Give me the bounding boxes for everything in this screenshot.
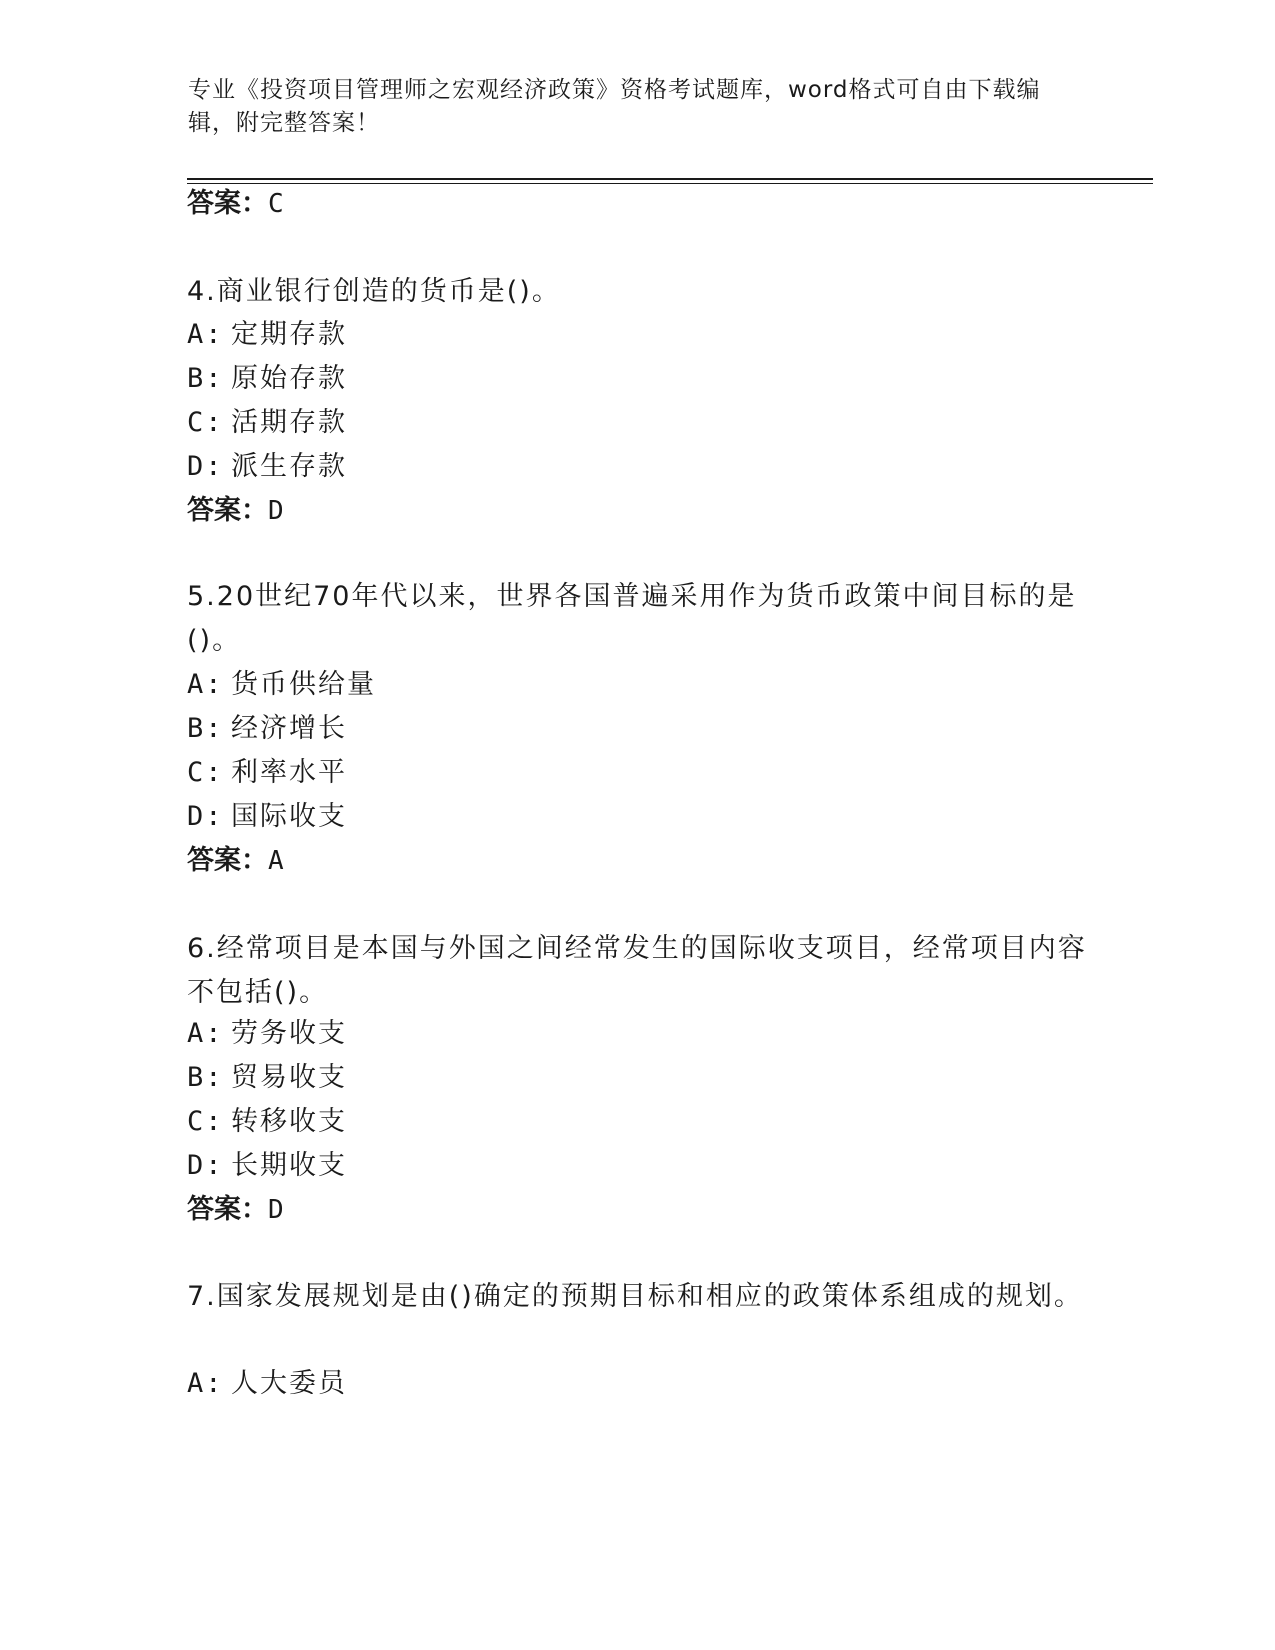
answer-line xyxy=(187,187,284,221)
option-item xyxy=(187,800,347,834)
option-letter: B: xyxy=(187,713,224,744)
option-item xyxy=(187,668,376,702)
answer-value: C xyxy=(268,189,284,219)
answer-label: 答案： xyxy=(187,495,268,526)
answer-label: 答案： xyxy=(187,188,268,219)
header-rule-thick xyxy=(187,178,1153,180)
option-letter: C: xyxy=(187,1106,224,1137)
option-item xyxy=(187,712,347,746)
question-text: 6.经常项目是本国与外国之间经常发生的国际收支项目，经常项目内容不包括()。 xyxy=(187,933,1087,1008)
document-header: 专业《投资项目管理师之宏观经济政策》资格考试题库，word格式可自由下载编辑，附完整答案！ xyxy=(188,77,1041,136)
option-item xyxy=(187,406,347,440)
answer-label: 答案： xyxy=(187,1194,268,1225)
answer-line xyxy=(187,494,284,528)
option-text: 活期存款 xyxy=(231,407,347,438)
option-item xyxy=(187,318,347,352)
option-text: 人大委员 xyxy=(231,1368,347,1399)
option-text: 劳务收支 xyxy=(231,1018,347,1049)
answer-value: A xyxy=(268,846,284,876)
option-text: 长期收支 xyxy=(231,1150,347,1181)
option-letter: D: xyxy=(187,451,224,482)
option-item xyxy=(187,450,347,484)
option-item xyxy=(187,1367,347,1401)
option-text: 原始存款 xyxy=(231,363,347,394)
option-item xyxy=(187,1017,347,1051)
option-text: 转移收支 xyxy=(231,1106,347,1137)
option-letter: A: xyxy=(187,319,224,350)
answer-value: D xyxy=(268,496,284,526)
option-text: 经济增长 xyxy=(231,713,347,744)
option-item xyxy=(187,756,347,790)
option-item xyxy=(187,1105,347,1139)
header-rule-thin xyxy=(187,183,1153,184)
option-text: 派生存款 xyxy=(231,451,347,482)
option-item xyxy=(187,362,347,396)
answer-line xyxy=(187,844,284,878)
option-text: 国际收支 xyxy=(231,801,347,832)
answer-line xyxy=(187,1193,284,1227)
option-letter: A: xyxy=(187,1368,224,1399)
option-letter: A: xyxy=(187,669,224,700)
option-letter: B: xyxy=(187,1062,224,1093)
option-letter: B: xyxy=(187,363,224,394)
option-letter: C: xyxy=(187,757,224,788)
option-text: 贸易收支 xyxy=(231,1062,347,1093)
option-letter: C: xyxy=(187,407,224,438)
question-text: 5.20世纪70年代以来，世界各国普遍采用作为货币政策中间目标的是()。 xyxy=(187,581,1077,656)
answer-value: D xyxy=(268,1195,284,1225)
option-text: 定期存款 xyxy=(231,319,347,350)
option-item xyxy=(187,1149,347,1183)
option-item xyxy=(187,1061,347,1095)
option-text: 货币供给量 xyxy=(231,669,376,700)
answer-label: 答案： xyxy=(187,845,268,876)
option-letter: D: xyxy=(187,1150,224,1181)
question-text: 4.商业银行创造的货币是()。 xyxy=(187,276,561,307)
option-text: 利率水平 xyxy=(231,757,347,788)
question-text: 7.国家发展规划是由()确定的预期目标和相应的政策体系组成的规划。 xyxy=(187,1281,1083,1312)
option-letter: D: xyxy=(187,801,224,832)
option-letter: A: xyxy=(187,1018,224,1049)
